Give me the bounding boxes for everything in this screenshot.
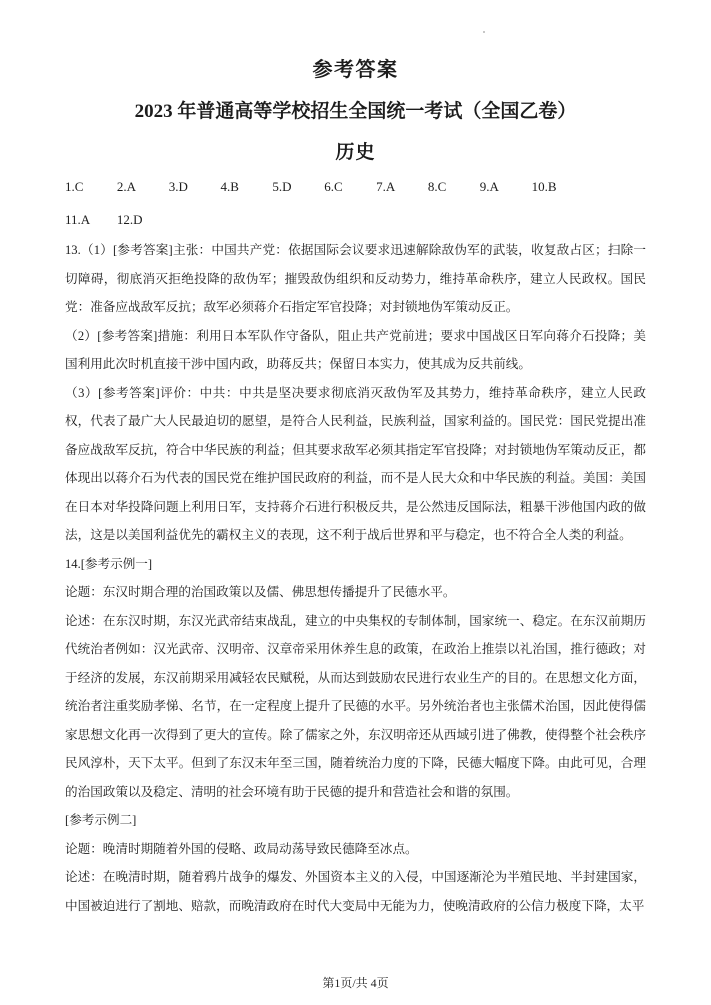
choice-answers-row-2 xyxy=(65,212,646,228)
answer-item-3: 3.D xyxy=(168,179,188,194)
scan-artifact-dot xyxy=(483,31,485,33)
q14-example1-discussion: 论述：在东汉时期，东汉光武帝结束战乱，建立的中央集权的专制体制，国家统一、稳定。在东汉前期历代统治者例如：汉光武帝、汉明帝、汉章帝采用休养生息的政策，在政治上推崇以礼治国，推行德政；对于经济的发展，东汉前期采用减轻农民赋税，从而达到鼓励农民进行农业生产的目的。在思想文化方面，统治者注重奖励孝悌、名节，在一定程度上提升了民德的水平。另外统治者也主张儒术治国，因此使得儒家思想文化再一次得到了更大的宣传。除了儒家之外，东汉明帝还从西域引进了佛教，使得整个社会秩序民风淳朴，天下太平。但到了东汉末年至三国，随着统治力度的下降，民德大幅度下降。由此可见，合理的治国政策以及稳定、清明的社会环境有助于民德的提升和营造社会和谐的氛围。 xyxy=(65,613,646,799)
q14-example1-heading: 14.[参考示例一] xyxy=(65,556,153,571)
q14-example2-discussion: 论述：在晚清时期，随着鸦片战争的爆发、外国资本主义的入侵，中国逐渐沦为半殖民地、半封建国家，中国被迫进行了割地、赔款，而晚清政府在时代大变局中无能为力，使晚清政府的公信力极度下降，太平 xyxy=(65,870,646,913)
exam-title: 2023 年普通高等学校招生全国统一考试（全国乙卷） xyxy=(134,101,577,122)
q13-part2-answer: （2）[参考答案]措施：利用日本军队作守备队，阻止共产党前进；要求中国战区日军向蒋介石投降；美国利用此次时机直接干涉中国内政，助蒋反共；保留日本实力，使其成为反共前线。 xyxy=(65,328,646,371)
answer-item-6: 6.C xyxy=(324,179,343,194)
document-content xyxy=(65,56,646,920)
answer-item-5: 5.D xyxy=(272,179,292,194)
answer-item-11: 11.A xyxy=(65,212,91,227)
answer-item-9: 9.A xyxy=(479,179,499,194)
page-title: 参考答案 xyxy=(312,59,399,81)
q13-part1-answer: 13.（1）[参考答案]主张：中国共产党：依据国际会议要求迅速解除敌伪军的武装，收复敌占区；扫除一切障碍，彻底消灭拒绝投降的敌伪军；摧毁敌伪组织和反动势力，维持革命秩序，建立人民政权。国民党：准备应战敌军反抗；敌军必须蒋介石指定军官投降；对封锁地伪军策动反正。 xyxy=(65,243,646,314)
answer-item-1: 1.C xyxy=(65,179,84,194)
answer-item-12: 12.D xyxy=(116,212,143,227)
subject-title: 历史 xyxy=(335,142,376,163)
q14-example1-topic: 论题：东汉时期合理的治国政策以及儒、佛思想传播提升了民德水平。 xyxy=(65,585,456,599)
q13-part3-answer: （3）[参考答案]评价：中共：中共是坚决要求彻底消灭敌伪军及其势力，维持革命秩序，建立人民政权，代表了最广大人民最迫切的愿望，是符合人民利益，民族利益，国家利益的。国民党：国民党提出准备应战敌军反抗，符合中华民族的利益；但其要求敌军必须其指定军官投降；对封锁地伪军策动反正，都体现出以蒋介石为代表的国民党在维护国民政府的利益，而不是人民大众和中华民族的利益。美国：美国在日本对华投降问题上利用日军，支持蒋介石进行积极反共，是公然违反国际法，粗暴干涉他国内政的做法，这是以美国利益优先的霸权主义的表现，这不利于战后世界和平与稳定，也不符合全人类的利益。 xyxy=(65,385,646,542)
answer-item-4: 4.B xyxy=(220,179,239,194)
answer-body xyxy=(65,236,646,920)
answer-item-8: 8.C xyxy=(427,179,447,194)
answer-item-7: 7.A xyxy=(376,179,396,194)
choice-answers-row-1 xyxy=(65,179,646,195)
page-number-indicator: 第1页/共 4页 xyxy=(322,976,389,990)
answer-item-2: 2.A xyxy=(116,179,136,194)
q14-example2-topic: 论题：晚清时期随着外国的侵略、政局动荡导致民德降至冰点。 xyxy=(65,841,418,856)
q14-example2-heading: [参考示例二] xyxy=(65,813,137,827)
answer-item-10: 10.B xyxy=(531,179,557,194)
multiple-choice-answers xyxy=(65,179,646,228)
